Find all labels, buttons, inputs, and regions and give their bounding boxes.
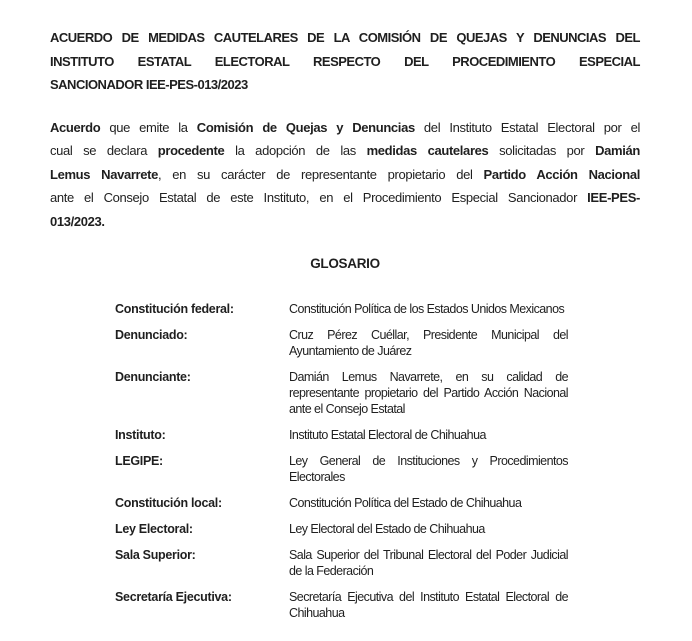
glossary-heading: GLOSARIO (310, 256, 380, 271)
glossary-row (115, 301, 640, 317)
paragraph-line: Acuerdo que emite la Comisión de Quejas y Denuncias del Instituto Estatal Electoral por el (50, 119, 640, 135)
paragraph-line: cual se declara procedente la adopción de las medidas cautelares solicitadas por Damián (50, 143, 640, 158)
document-title-line: ACUERDO DE MEDIDAS CAUTELARES DE LA COMISIÓN DE QUEJAS Y DENUNCIAS DEL (50, 30, 640, 45)
glossary-definition: Constitución Política del Estado de Chihuahua (289, 495, 522, 510)
glossary-row (115, 327, 640, 359)
glossary-definition: Ley General de Instituciones y Procedimientos Electorales (289, 453, 568, 484)
document-title (50, 26, 640, 97)
paragraph-line: ante el Consejo Estatal de este Instituto, en el Procedimiento Especial Sancionador IEE-PES- (50, 190, 640, 205)
glossary-term: Denunciante: (115, 369, 191, 384)
glossary-term: Ley Electoral: (115, 521, 193, 536)
glossary-row (115, 547, 640, 579)
ruling-summary-paragraph (50, 116, 640, 234)
glossary-term: LEGIPE: (115, 453, 163, 468)
document-title-line: INSTITUTO ESTATAL ELECTORAL RESPECTO DEL PROCEDIMIENTO ESPECIAL (50, 53, 640, 69)
glossary-term: Constitución local: (115, 495, 222, 510)
glossary-row (115, 369, 640, 417)
glossary-row (115, 589, 640, 621)
paragraph-line: Lemus Navarrete, en su carácter de representante propietario del Partido Acción Nacional (50, 166, 641, 182)
glossary-definition: Instituto Estatal Electoral de Chihuahua (289, 427, 486, 442)
glossary-definition: Constitución Política de los Estados Unidos Mexicanos (289, 301, 565, 316)
glossary-table (115, 301, 640, 621)
paragraph-line: 013/2023. (50, 213, 105, 229)
glossary-term: Secretaría Ejecutiva: (115, 589, 232, 604)
glossary-term: Constitución federal: (115, 301, 234, 316)
glossary-definition: Cruz Pérez Cuéllar, Presidente Municipal del Ayuntamiento de Juárez (289, 327, 568, 358)
glossary-term: Sala Superior: (115, 547, 196, 562)
glossary-term: Denunciado: (115, 327, 188, 342)
glossary-row (115, 521, 640, 537)
glossary-definition: Ley Electoral del Estado de Chihuahua (289, 521, 485, 536)
glossary-term: Instituto: (115, 427, 166, 442)
glossary-row (115, 453, 640, 485)
glossary-row (115, 427, 640, 443)
glossary-definition: Damián Lemus Navarrete, en su calidad de representante propietario del Partido Acción Nacional ante el Consejo Estatal (289, 369, 568, 416)
glossary-definition: Secretaría Ejecutiva del Instituto Estatal Electoral de Chihuahua (289, 589, 568, 620)
glossary-definition: Sala Superior del Tribunal Electoral del Poder Judicial de la Federación (289, 547, 568, 578)
document-title-line: SANCIONADOR IEE-PES-013/2023 (50, 77, 248, 92)
glossary-row (115, 495, 640, 511)
